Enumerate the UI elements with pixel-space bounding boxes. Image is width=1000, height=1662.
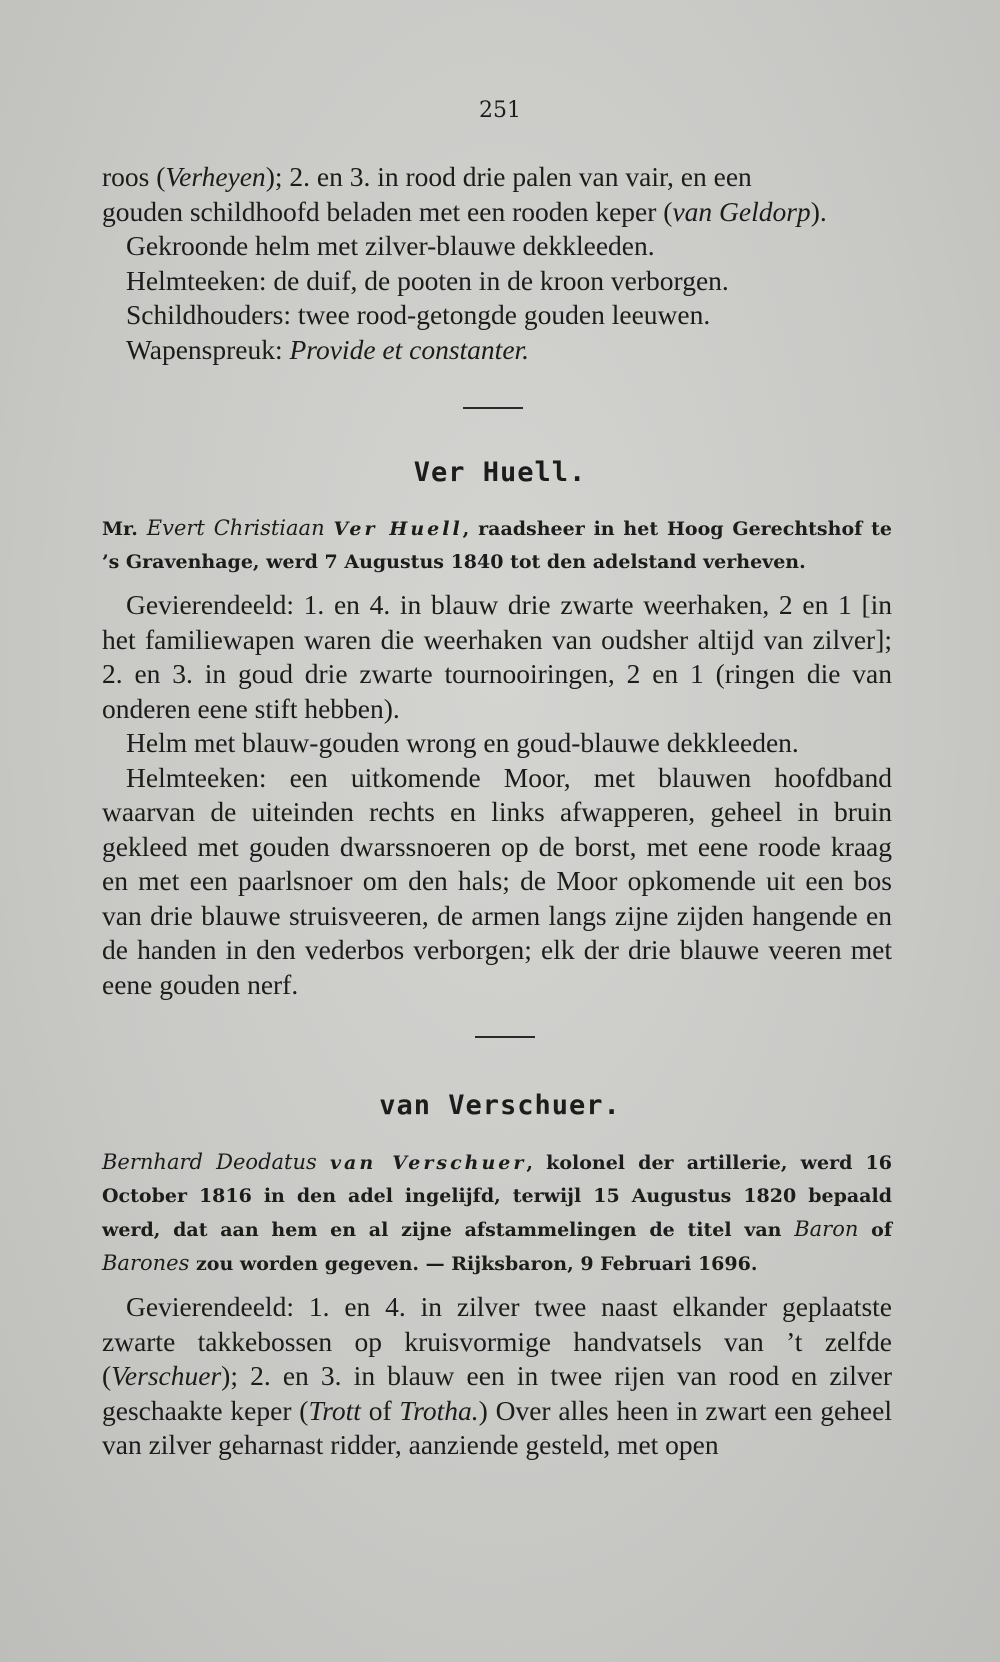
body-van-verschuer (102, 1290, 892, 1463)
text-span (317, 1152, 330, 1174)
text-line: Schildhouders: twee rood-getongde gouden leeuwen. (126, 299, 711, 330)
intro-paragraph (102, 1146, 892, 1281)
paragraph: Helm met blauw-gouden wrong en goud-blauwe dekkleeden. (126, 727, 799, 758)
section-heading-ver-huell: Ver Huell. (413, 457, 587, 488)
motto-italic: Provide et constanter. (289, 333, 530, 365)
surname-spaced: van Verschuer (329, 1152, 527, 1174)
text-span: roos ( (102, 161, 166, 192)
name-italic: van Geldorp (672, 195, 811, 227)
name-italic: Trotha. (399, 1394, 479, 1426)
text-span: , raadsheer in het Hoog Gerechtshof te ’s Gravenhage, werd 7 Augustus 1840 tot den adelstand verheven. (102, 518, 892, 573)
top-continuation-block (102, 160, 892, 367)
name-italic: Verschuer (111, 1360, 222, 1391)
text-line: Helmteeken: de duif, de pooten in de kroon verborgen. (126, 264, 729, 296)
surname-spaced: Ver Huell (333, 518, 463, 540)
name-italic: Evert Christiaan (146, 516, 325, 540)
title-italic: Barones (102, 1251, 190, 1275)
intro-ver-huell (102, 512, 892, 579)
section-heading-van-verschuer: van Verschuer. (379, 1090, 621, 1121)
motto-line (102, 333, 892, 368)
text-span: , kolonel der artillerie, werd 16 October 1816 in den adel ingelijfd, terwijl 15 Augustus 1820 bepaald werd, dat aan hem en al zijne afstammelingen de titel van (102, 1152, 892, 1241)
text-line (102, 160, 892, 195)
section-divider (463, 407, 523, 409)
text-span: ) Over alles heen in zwart een geheel van zilver geharnast ridder, aanziende gesteld, met open (102, 1394, 892, 1460)
text-span: of (858, 1219, 892, 1241)
text-span: zou worden gegeven. — Rijksbaron, 9 Februari 1696. (189, 1253, 758, 1275)
text-span: ); 2. en 3. in blauw een in twee rijen van rood en zilver geschaakte keper ( (102, 1360, 892, 1426)
text-span: ); 2. en 3. in rood drie palen van vair, en een (265, 161, 752, 192)
page-number: 251 (479, 98, 521, 123)
text-span: gouden schildhoofd beladen met een rooden keper ( (102, 195, 673, 227)
intro-paragraph (102, 512, 892, 579)
text-span: of (360, 1394, 400, 1426)
paragraph: Gevierendeeld: 1. en 4. in blauw drie zwarte weerhaken, 2 en 1 [in het familiewapen waren die weerhaken van oudsher altijd van zilver]; 2. en 3. in goud drie zwarte tournooiringen, 2 en 1 (ringen die van onderen eene stift hebben). (102, 589, 892, 724)
title-italic: Baron (794, 1217, 859, 1241)
text-span: Mr. (102, 518, 147, 540)
text-span: ). (810, 195, 827, 227)
name-italic: Bernhard Deodatus (102, 1150, 317, 1174)
text-span: Wapenspreuk: (126, 333, 290, 365)
text-line (102, 195, 892, 230)
text-line: Gekroonde helm met zilver-blauwe dekkleeden. (126, 230, 655, 261)
section-divider (475, 1036, 535, 1038)
paragraph: Helmteeken: een uitkomende Moor, met blauwen hoofdband waarvan de uiteinden rechts en links afwapperen, geheel in bruin gekleed met gouden dwarssnoeren op de borst, met eene roode kraag en met een paarlsnoer om den hals; de Moor opkomende uit een bos van drie blauwe struisveeren, de armen langs zijne zijden hangende en de handen in den vederbos verborgen; elk der drie blauwe veeren met eene gouden nerf. (102, 761, 892, 1000)
name-italic: Trott (308, 1394, 361, 1426)
text-span: Gevierendeeld: 1. en 4. in zilver twee naast elkander geplaatste zwarte takkebossen op kruisvormige handvatsels van ’t zelfde ( (102, 1291, 892, 1391)
paragraph (102, 1290, 892, 1463)
intro-van-verschuer (102, 1146, 892, 1281)
body-ver-huell (102, 588, 892, 1002)
name-italic: Verheyen (165, 161, 266, 192)
